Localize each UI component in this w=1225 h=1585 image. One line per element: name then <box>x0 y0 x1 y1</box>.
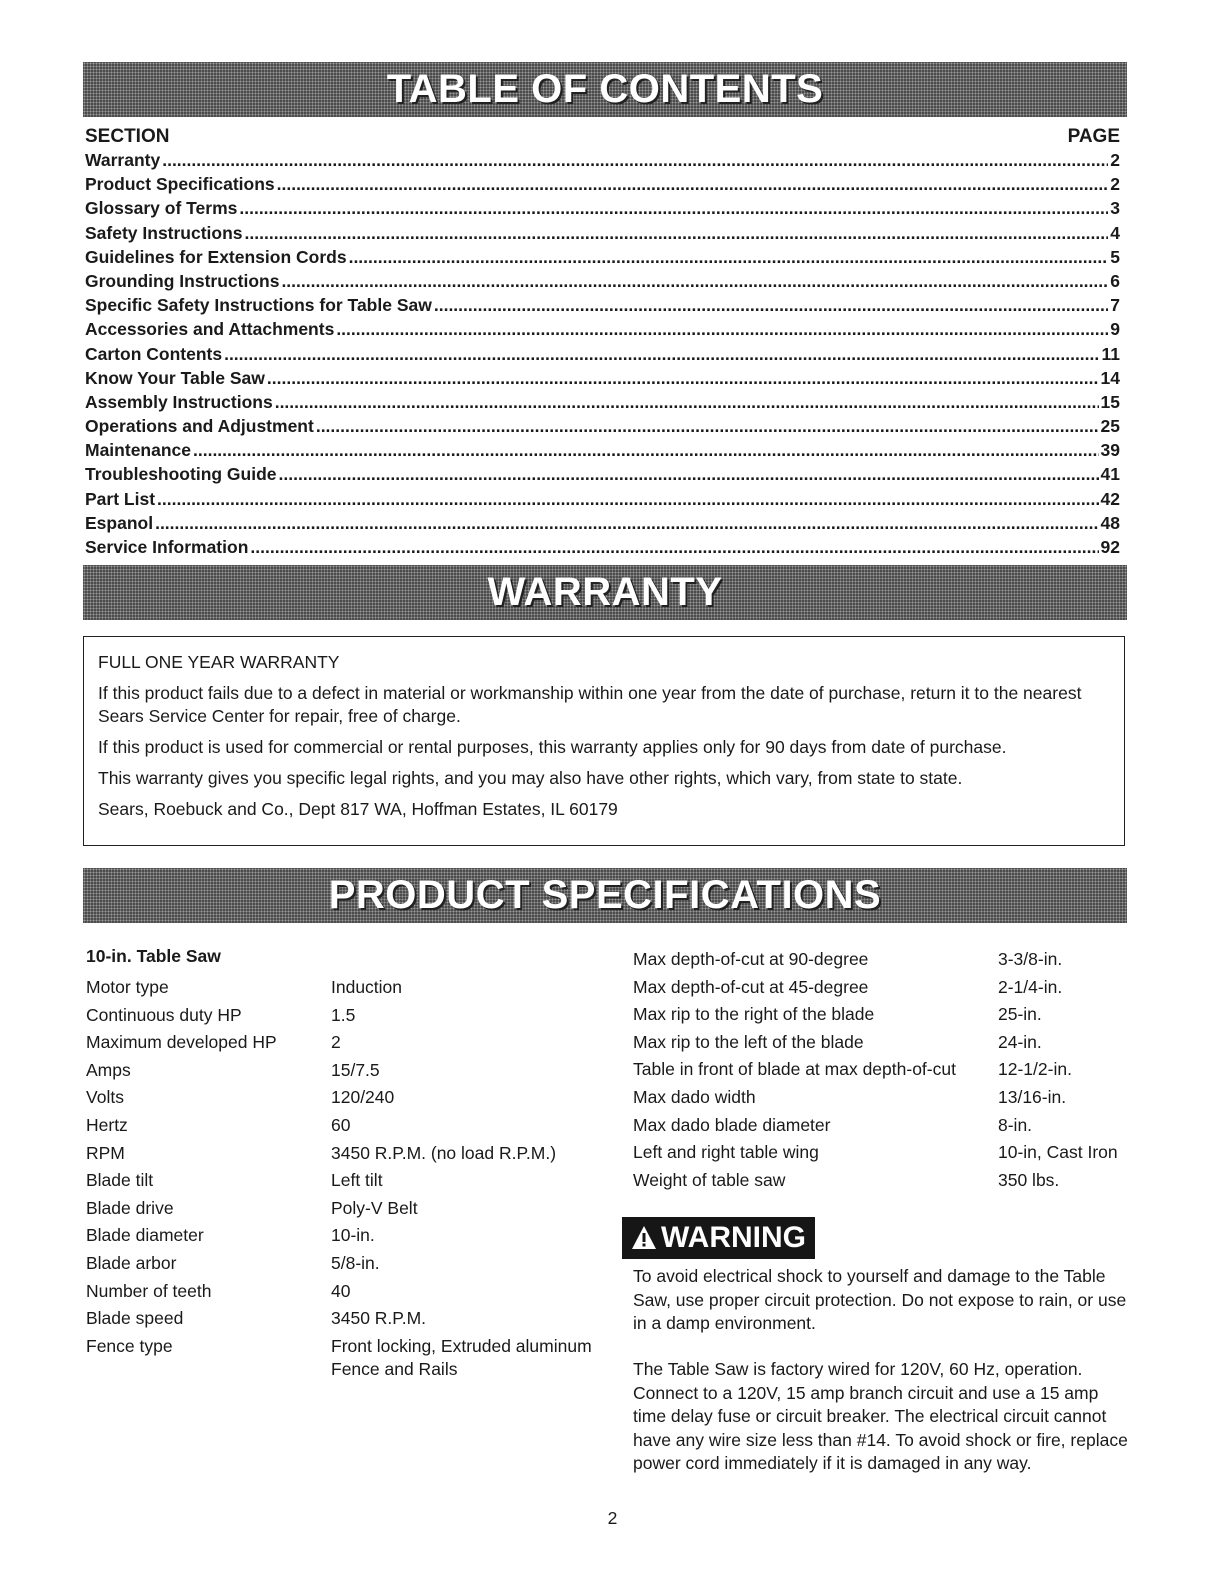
toc-dot-leader <box>434 295 1108 316</box>
spec-label: Max dado width <box>633 1086 756 1107</box>
toc-entry <box>85 247 1120 271</box>
toc-dot-leader <box>193 440 1099 461</box>
spec-row <box>86 1250 606 1278</box>
toc-entry <box>85 319 1120 343</box>
toc-entry-title: Grounding Instructions <box>85 270 280 291</box>
spec-row <box>86 1222 606 1250</box>
toc-entry-page: 9 <box>1110 319 1120 340</box>
spec-label: Fence type <box>86 1335 173 1356</box>
toc-entry-title: Operations and Adjustment <box>85 416 314 437</box>
spec-value: 350 lbs. <box>998 1169 1060 1190</box>
toc-entry-title: Product Specifications <box>85 174 275 195</box>
toc-entry-page: 25 <box>1100 416 1120 437</box>
warranty-box <box>83 636 1125 846</box>
spec-value: Left tilt <box>331 1170 383 1191</box>
toc-section-header: SECTION <box>85 126 170 147</box>
toc-entry-title: Carton Contents <box>85 343 223 364</box>
toc-entry-title: Part List <box>85 488 156 509</box>
toc-header-row <box>85 126 1120 148</box>
spec-value: 10-in. <box>331 1225 375 1246</box>
toc-dot-leader <box>316 416 1099 437</box>
toc-entry-page: 6 <box>1110 270 1120 291</box>
wiring-text: The Table Saw is factory wired for 120V, 60 Hz, operation. Connect to a 120V, 15 amp branch circuit and use a 15 amp time delay fuse or circuit breaker. The electrical circuit cannot have any wire size less than #14. To avoid shock or fire, replace power cord immediately if it is damaged in any way. <box>633 1359 1128 1473</box>
warranty-paragraph: If this product fails due to a defect in material or workmanship within one year from the date of purchase, return it to the nearest Sears Service Center for repair, free of charge. <box>98 683 1082 726</box>
toc-entry <box>85 198 1120 222</box>
toc-entry <box>85 513 1120 537</box>
toc-entry <box>85 150 1120 174</box>
spec-row <box>86 1140 606 1168</box>
spec-value: 25-in. <box>998 1004 1042 1025</box>
toc-dot-leader <box>245 223 1109 244</box>
toc-entry <box>85 464 1120 488</box>
toc-entry <box>85 368 1120 392</box>
warranty-banner-title: WARRANTY <box>487 570 723 614</box>
toc-entry-page: 42 <box>1100 488 1120 509</box>
toc-entry-page: 2 <box>1110 174 1120 195</box>
toc-entry-title: Troubleshooting Guide <box>85 464 277 485</box>
spec-value: 10-in, Cast Iron <box>998 1142 1118 1163</box>
spec-label: Volts <box>86 1087 124 1108</box>
toc-entry <box>85 223 1120 247</box>
spec-row <box>86 1195 606 1223</box>
page-number: 2 <box>607 1508 618 1528</box>
toc-entry <box>85 344 1120 368</box>
spec-label: Continuous duty HP <box>86 1004 242 1025</box>
warning-text: To avoid electrical shock to yourself and damage to the Table Saw, use proper circuit protection. Do not expose to rain, or use in a damp environment. <box>633 1266 1127 1333</box>
spec-value: 3450 R.P.M. <box>331 1308 427 1329</box>
toc-entry-title: Warranty <box>85 150 161 170</box>
specs-left-rows <box>86 974 606 1381</box>
toc-dot-leader <box>239 198 1108 219</box>
spec-value: 5/8-in. <box>331 1252 380 1273</box>
specs-banner <box>83 868 1127 923</box>
toc-entry-page: 4 <box>1110 222 1120 243</box>
spec-label: RPM <box>86 1142 125 1163</box>
toc-dot-leader <box>224 344 1099 365</box>
toc-entry-title: Specific Safety Instructions for Table Saw <box>85 295 432 316</box>
spec-row <box>86 974 606 1002</box>
spec-row <box>633 974 1133 1002</box>
specs-banner-title: PRODUCT SPECIFICATIONS <box>328 873 882 917</box>
toc-entry <box>85 489 1120 513</box>
spec-row <box>633 1084 1133 1112</box>
warranty-paragraph: This warranty gives you specific legal rights, and you may also have other rights, which vary, from state to state. <box>98 768 963 788</box>
spec-label: Amps <box>86 1059 131 1080</box>
toc-entry-title: Espanol <box>85 512 154 533</box>
spec-row <box>86 1167 606 1195</box>
toc-entry <box>85 537 1120 561</box>
warranty-paragraph: If this product is used for commercial or rental purposes, this warranty applies only for 90 days from date of purchase. <box>98 737 1007 757</box>
spec-label: Max dado blade diameter <box>633 1114 831 1135</box>
spec-value: 60 <box>331 1114 351 1135</box>
specs-right-rows <box>633 946 1133 1194</box>
spec-label: Weight of table saw <box>633 1169 786 1190</box>
toc-dot-leader <box>155 513 1098 534</box>
toc-entry-title: Know Your Table Saw <box>85 367 265 388</box>
toc-dot-leader <box>336 319 1108 340</box>
spec-label: Hertz <box>86 1114 128 1135</box>
spec-label: Number of teeth <box>86 1280 212 1301</box>
spec-label: Blade speed <box>86 1308 184 1329</box>
spec-label: Left and right table wing <box>633 1142 819 1163</box>
toc-page-header: PAGE <box>1067 126 1120 147</box>
spec-value: 3-3/8-in. <box>998 949 1063 969</box>
toc-entry <box>85 295 1120 319</box>
warranty-address: Sears, Roebuck and Co., Dept 817 WA, Hoffman Estates, IL 60179 <box>98 799 618 819</box>
spec-row <box>86 1084 606 1112</box>
toc-entry-title: Safety Instructions <box>85 222 243 243</box>
spec-row <box>633 1112 1133 1140</box>
toc-dot-leader <box>250 537 1098 558</box>
toc-banner <box>83 62 1127 117</box>
spec-label: Blade diameter <box>86 1225 204 1246</box>
toc-banner-title: TABLE OF CONTENTS <box>386 67 824 111</box>
warning-label: WARNING <box>661 1221 806 1254</box>
spec-value: Front locking, Extruded aluminum Fence and Rails <box>331 1335 592 1379</box>
warning-triangle-icon <box>631 1225 657 1251</box>
toc-dot-leader <box>281 271 1108 292</box>
spec-row <box>86 1002 606 1030</box>
toc-list <box>85 150 1120 561</box>
toc-entry-page: 92 <box>1100 537 1120 557</box>
spec-row <box>633 1167 1133 1195</box>
specs-title: 10-in. Table Saw <box>86 946 221 966</box>
toc-entry-page: 7 <box>1110 295 1120 316</box>
toc-entry-page: 41 <box>1100 464 1120 485</box>
spec-value: 40 <box>331 1280 351 1301</box>
toc-entry <box>85 174 1120 198</box>
spec-label: Blade tilt <box>86 1170 154 1191</box>
toc-entry-title: Guidelines for Extension Cords <box>85 246 347 267</box>
toc-entry-page: 39 <box>1100 440 1120 461</box>
spec-row <box>633 1001 1133 1029</box>
toc-entry-title: Accessories and Attachments <box>85 319 335 340</box>
spec-label: Blade drive <box>86 1197 174 1218</box>
toc-entry-page: 15 <box>1100 391 1120 412</box>
toc-entry <box>85 271 1120 295</box>
spec-label: Maximum developed HP <box>86 1032 277 1053</box>
warning-badge <box>622 1217 815 1259</box>
spec-value: 3450 R.P.M. (no load R.P.M.) <box>331 1142 557 1163</box>
toc-entry <box>85 392 1120 416</box>
spec-value: Induction <box>331 977 403 997</box>
toc-dot-leader <box>275 392 1099 413</box>
warranty-banner <box>83 565 1127 620</box>
spec-row <box>633 1056 1133 1084</box>
toc-entry-title: Glossary of Terms <box>85 198 238 219</box>
spec-value: 2-1/4-in. <box>998 976 1063 997</box>
spec-value: 15/7.5 <box>331 1059 380 1080</box>
spec-value: 8-in. <box>998 1114 1033 1135</box>
toc-entry-title: Service Information <box>85 537 249 557</box>
spec-row <box>633 1029 1133 1057</box>
spec-value: Poly-V Belt <box>331 1197 418 1218</box>
warranty-heading: FULL ONE YEAR WARRANTY <box>98 652 340 672</box>
spec-row <box>86 1112 606 1140</box>
spec-value: 1.5 <box>331 1004 356 1025</box>
specs-right-column <box>633 946 1133 1194</box>
toc-entry-page: 14 <box>1100 367 1120 388</box>
toc-entry-title: Assembly Instructions <box>85 391 273 412</box>
toc-entry-title: Maintenance <box>85 440 191 461</box>
spec-label: Max depth-of-cut at 90-degree <box>633 949 869 969</box>
spec-label: Max depth-of-cut at 45-degree <box>633 976 869 997</box>
toc-entry-page: 48 <box>1100 512 1120 533</box>
spec-label: Max rip to the right of the blade <box>633 1004 875 1025</box>
spec-row <box>633 1139 1133 1167</box>
spec-label: Table in front of blade at max depth-of-cut <box>633 1059 956 1080</box>
spec-value: 2 <box>331 1032 341 1053</box>
spec-value: 24-in. <box>998 1031 1042 1052</box>
spec-label: Motor type <box>86 977 169 997</box>
toc-entry-page: 11 <box>1101 343 1120 364</box>
spec-row <box>633 946 1133 974</box>
spec-label: Blade arbor <box>86 1252 177 1273</box>
toc-entry-page: 5 <box>1110 246 1120 267</box>
toc-dot-leader <box>267 368 1099 389</box>
spec-row <box>86 1029 606 1057</box>
toc-dot-leader <box>157 489 1099 510</box>
spec-row <box>86 1278 606 1306</box>
toc-dot-leader <box>162 150 1108 171</box>
spec-label: Max rip to the left of the blade <box>633 1031 864 1052</box>
toc-dot-leader <box>279 464 1099 485</box>
toc-entry <box>85 440 1120 464</box>
spec-row <box>86 1305 606 1333</box>
spec-value: 120/240 <box>331 1087 395 1108</box>
specs-left-column <box>86 946 606 1381</box>
spec-row <box>86 1333 606 1381</box>
spec-value: 13/16-in. <box>998 1086 1067 1107</box>
toc-entry <box>85 416 1120 440</box>
spec-row <box>86 1057 606 1085</box>
toc-dot-leader <box>277 174 1109 195</box>
spec-value: 12-1/2-in. <box>998 1059 1072 1080</box>
toc-dot-leader <box>349 247 1109 268</box>
toc-entry-page: 3 <box>1110 198 1120 219</box>
toc-entry-page: 2 <box>1110 150 1120 170</box>
